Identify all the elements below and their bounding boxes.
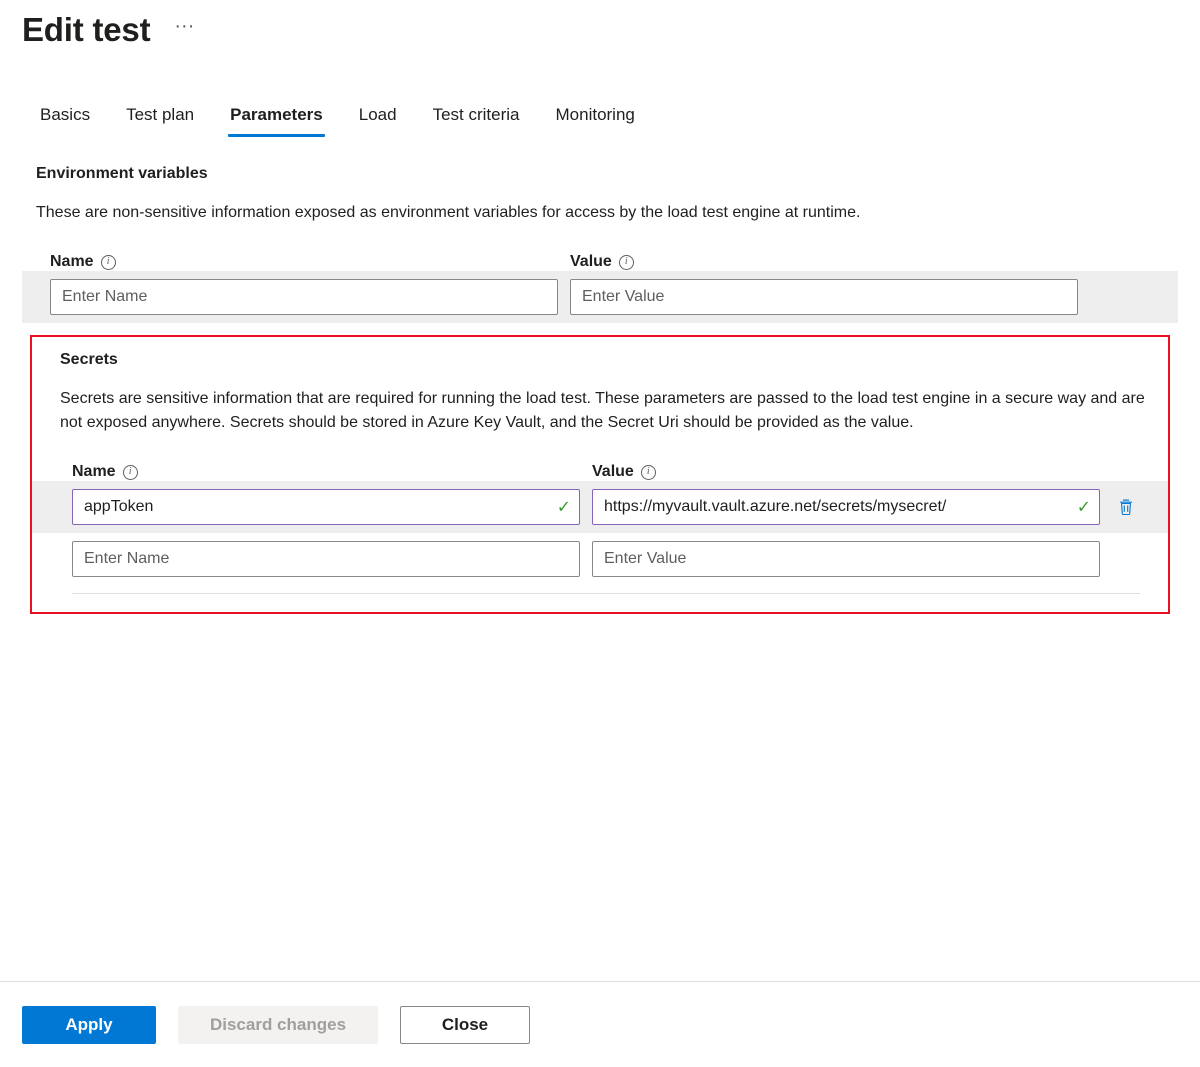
tab-monitoring[interactable]: Monitoring [555, 105, 635, 124]
apply-button[interactable]: Apply [22, 1006, 156, 1044]
env-value-column-label: Value [570, 253, 612, 270]
secret-name-column-header [72, 463, 592, 481]
secrets-column-headers [32, 463, 1168, 481]
tab-bar [0, 99, 1200, 137]
secret-value-column-label: Value [592, 463, 634, 480]
info-icon[interactable]: i [123, 465, 138, 480]
secrets-description: Secrets are sensitive information that are required for running the load test. These parameters are passed to the load test engine in a secure way and are not exposed anywhere. Secrets should be stored in Azure Key Vault, and the Secret Uri should be provided as the value. [60, 390, 1145, 431]
env-value-input-wrap [570, 279, 1078, 315]
env-value-input[interactable] [570, 279, 1078, 315]
close-button[interactable]: Close [400, 1006, 530, 1044]
more-options-icon[interactable]: ··· [174, 15, 195, 37]
secret-value-input[interactable] [592, 541, 1100, 577]
env-name-column-header [50, 253, 570, 271]
secret-value-input-wrap [592, 489, 1100, 525]
tab-test-plan[interactable]: Test plan [126, 105, 195, 124]
info-icon[interactable]: i [619, 255, 634, 270]
tab-test-criteria[interactable]: Test criteria [432, 105, 520, 124]
secret-value-column-header [592, 463, 1112, 481]
parameters-panel [0, 165, 1200, 614]
info-icon[interactable]: i [641, 465, 656, 480]
environment-variables-section [22, 165, 1178, 323]
secrets-section [30, 335, 1170, 614]
secret-row [32, 481, 1168, 533]
tab-load[interactable]: Load [358, 105, 397, 124]
env-name-input-wrap [50, 279, 558, 315]
page-header [0, 0, 1200, 52]
valid-check-icon: ✓ [556, 497, 571, 517]
environment-variables-column-headers [22, 253, 1178, 271]
info-icon[interactable]: i [101, 255, 116, 270]
discard-changes-button: Discard changes [178, 1006, 378, 1044]
secret-value-input-wrap [592, 541, 1100, 577]
secret-row [32, 533, 1168, 585]
env-value-column-header [570, 253, 1090, 271]
delete-secret-icon[interactable] [1112, 493, 1140, 521]
secret-name-input[interactable] [72, 541, 580, 577]
secret-name-input[interactable] [72, 489, 580, 525]
secret-name-input-wrap [72, 489, 580, 525]
tab-basics[interactable]: Basics [40, 105, 91, 124]
environment-variables-description: These are non-sensitive information exposed as environment variables for access by the load test engine at runtime. [36, 204, 861, 221]
secrets-title: Secrets [60, 351, 118, 368]
secret-value-input[interactable] [592, 489, 1100, 525]
environment-variables-title: Environment variables [36, 165, 208, 182]
environment-variable-row [22, 271, 1178, 323]
valid-check-icon: ✓ [1076, 497, 1091, 517]
footer-actions [0, 981, 1200, 1067]
env-name-input[interactable] [50, 279, 558, 315]
secret-name-column-label: Name [72, 463, 116, 480]
env-name-column-label: Name [50, 253, 94, 270]
page-title: Edit test [22, 11, 151, 48]
secrets-divider [72, 593, 1140, 594]
secret-name-input-wrap [72, 541, 580, 577]
tab-parameters[interactable]: Parameters [212, 99, 341, 137]
